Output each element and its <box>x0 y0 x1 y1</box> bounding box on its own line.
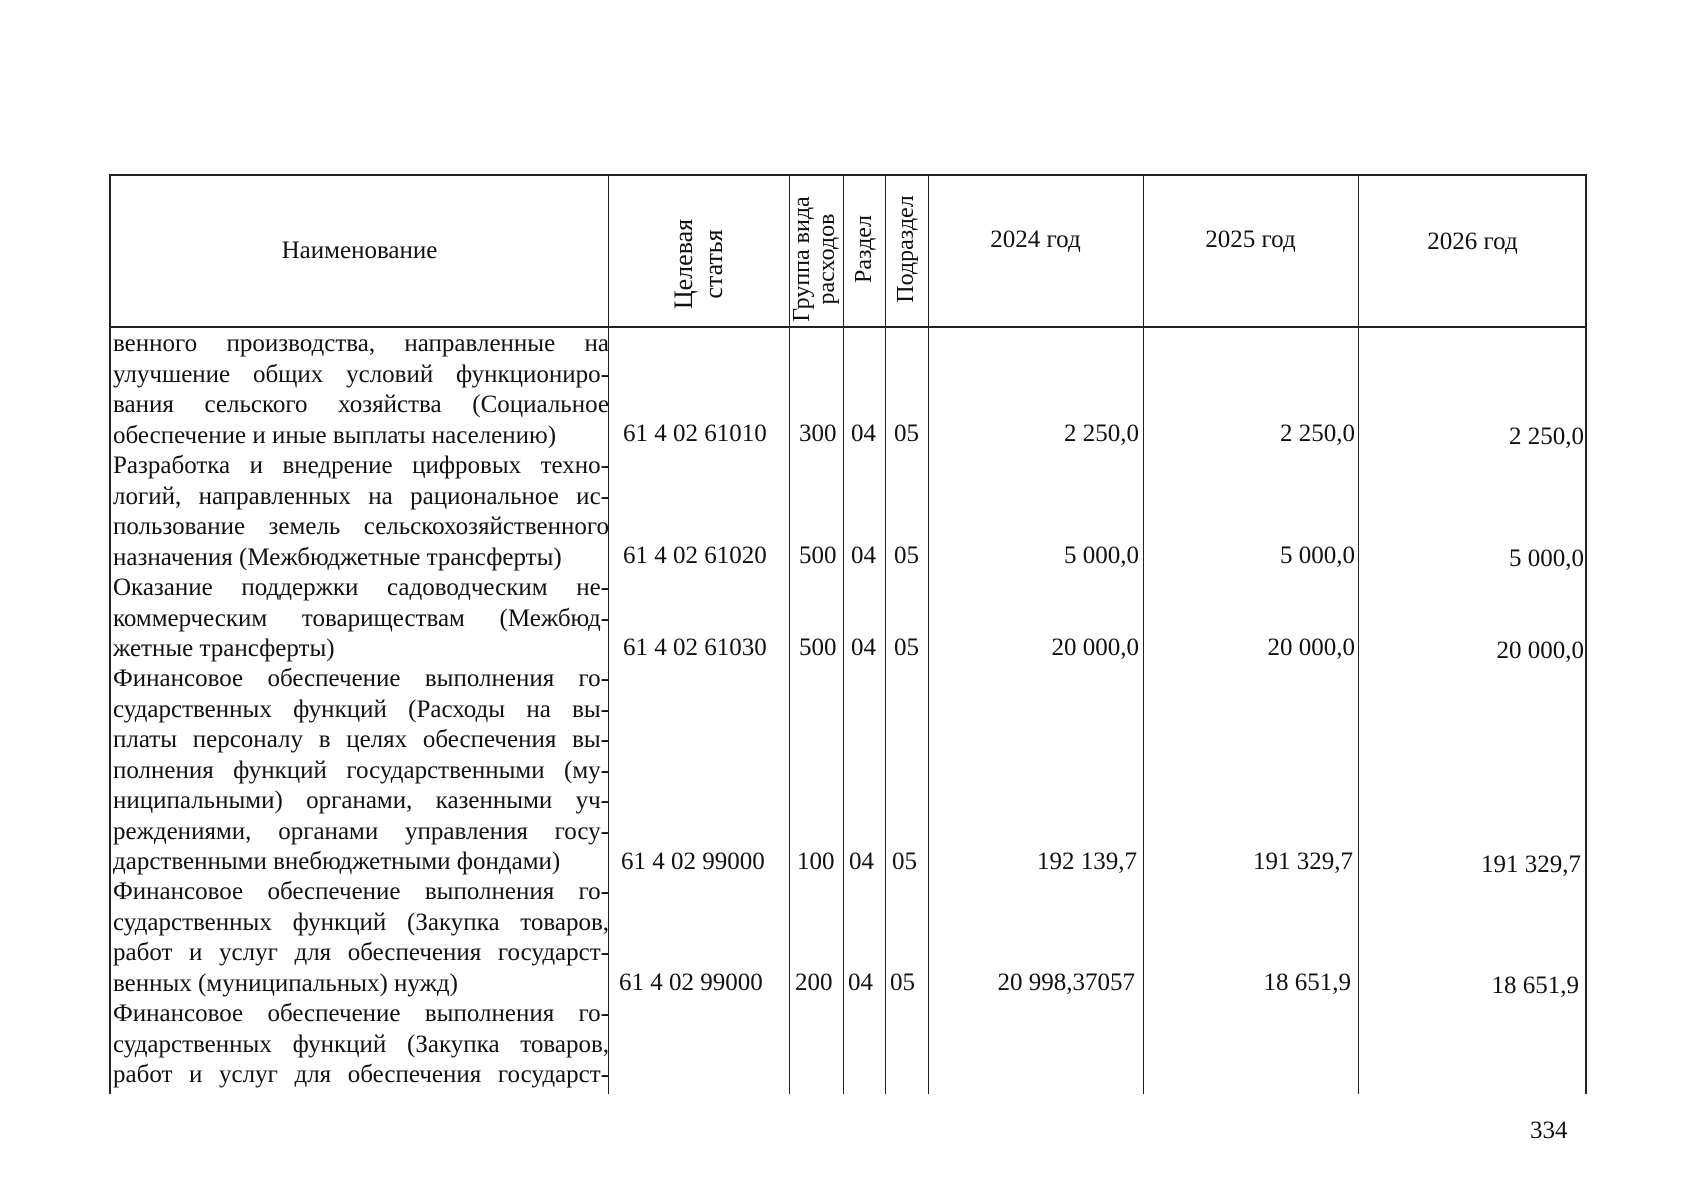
header-name: Наименование <box>281 237 438 264</box>
row-section: 04 <box>851 420 876 447</box>
table-row-name: Оказание поддержки садоводческим не- коммерческим товариществам (Межбюд- жетные трансферты) <box>113 574 609 662</box>
row-value-2025: 18 651,9 <box>1263 969 1351 996</box>
row-value-2024: 5 000,0 <box>1064 542 1139 569</box>
row-value-2026: 2 250,0 <box>1509 423 1584 450</box>
col-divider <box>885 176 886 1094</box>
header-year-2026: 2026 год <box>1427 228 1518 255</box>
row-section: 04 <box>849 848 874 875</box>
row-value-2025: 2 250,0 <box>1280 420 1355 447</box>
row-value-2025: 20 000,0 <box>1267 634 1355 661</box>
row-value-2026: 5 000,0 <box>1509 545 1584 572</box>
row-value-2024: 20 000,0 <box>1051 634 1139 661</box>
header-divider <box>111 326 1585 328</box>
row-subsection: 05 <box>894 542 919 569</box>
row-value-2025: 191 329,7 <box>1253 848 1353 875</box>
row-value-2026: 18 651,9 <box>1491 972 1579 999</box>
row-value-2024: 192 139,7 <box>1037 848 1137 875</box>
row-value-2026: 191 329,7 <box>1481 851 1581 878</box>
row-expense-group: 100 <box>797 848 835 875</box>
row-target-article: 61 4 02 61030 <box>623 634 767 661</box>
row-section: 04 <box>851 542 876 569</box>
row-subsection: 05 <box>892 848 917 875</box>
row-subsection: 05 <box>890 969 915 996</box>
header-expense-group: Группа вида расходов <box>789 196 840 322</box>
header-section: Раздел <box>851 215 877 283</box>
page-number: 334 <box>1530 1117 1568 1144</box>
row-target-article: 61 4 02 99000 <box>619 969 763 996</box>
row-expense-group: 300 <box>799 420 837 447</box>
row-expense-group: 200 <box>795 969 833 996</box>
header-subsection: Подраздел <box>893 195 919 303</box>
table-row-name: венного производства, направленные на улучшение общих условий функциониро- вания сельского хозяйства (Социальное обеспечение и иные выплаты населению) <box>113 330 609 449</box>
row-value-2024: 2 250,0 <box>1064 420 1139 447</box>
table-row-name: Финансовое обеспечение выполнения го- сударственных функций (Расходы на вы- платы персоналу в целях обеспечения вы- полнения функций государственными (му- ниципальными) органами, казенными уч- реждениями, органами управления госу- дарственными внебюджетными фондами) <box>113 665 609 875</box>
col-divider <box>1358 176 1359 1094</box>
row-target-article: 61 4 02 61020 <box>623 542 767 569</box>
row-expense-group: 500 <box>799 542 837 569</box>
table-row-name: Финансовое обеспечение выполнения го- сударственных функций (Закупка товаров, работ и услуг для обеспечения государст- <box>113 1000 609 1088</box>
table-row-name: Финансовое обеспечение выполнения го- сударственных функций (Закупка товаров, работ и услуг для обеспечения государст- венных (муниципальных) нужд) <box>113 878 609 997</box>
table-row-name: Разработка и внедрение цифровых техно- логий, направленных на рациональное ис- пользование земель сельскохозяйственного назначения (Межбюджетные трансферты) <box>113 452 609 571</box>
row-subsection: 05 <box>894 420 919 447</box>
row-subsection: 05 <box>894 634 919 661</box>
row-section: 04 <box>848 969 873 996</box>
row-target-article: 61 4 02 99000 <box>621 848 765 875</box>
header-target-article: Целевая статья <box>669 218 728 310</box>
row-target-article: 61 4 02 61010 <box>623 420 767 447</box>
row-section: 04 <box>851 634 876 661</box>
header-year-2025: 2025 год <box>1205 226 1296 253</box>
row-value-2024: 20 998,37057 <box>997 969 1135 996</box>
row-value-2025: 5 000,0 <box>1280 542 1355 569</box>
row-expense-group: 500 <box>799 634 837 661</box>
col-divider <box>843 176 844 1094</box>
row-value-2026: 20 000,0 <box>1496 637 1584 664</box>
budget-table <box>109 174 1587 1094</box>
header-year-2024: 2024 год <box>990 226 1081 253</box>
